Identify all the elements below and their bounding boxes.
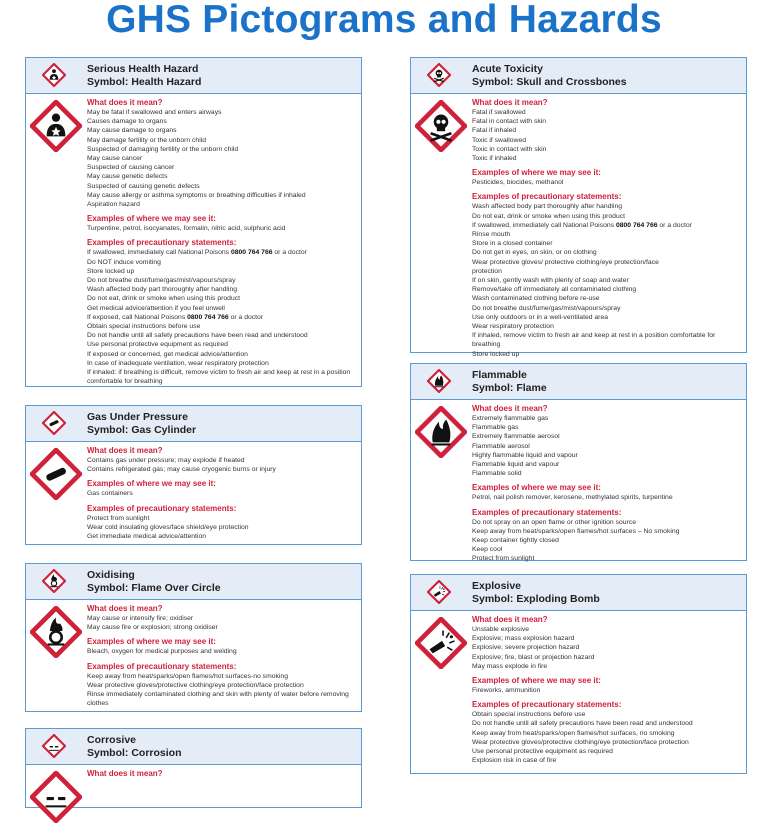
list-item: May cause or intensify fire; oxidiser	[87, 615, 194, 622]
list-item: May cause damage to organs	[87, 127, 177, 135]
list-item: Do not spray on an open flame or other ignition source	[472, 518, 636, 526]
flame-icon	[415, 406, 467, 458]
card-header	[26, 729, 361, 765]
card-body	[26, 442, 361, 547]
card-body	[411, 611, 746, 771]
list-item: Explosive; fire, blast or projection hazard	[472, 653, 595, 661]
list-item: Get medical advice/attention if you feel unwell	[87, 304, 225, 312]
list-item: Wear protective gloves/ protective clothing/eye protection/face	[472, 258, 659, 266]
list-item: Flammable gas	[472, 424, 519, 432]
hazard-name: Serious Health Hazard	[87, 63, 199, 75]
list-item: Obtain special instructions before use	[472, 711, 586, 719]
card-body	[411, 94, 746, 365]
card-header	[411, 364, 746, 400]
list-item: Petrol, nail polish remover, kerosene, methylated spirits, turpentine	[472, 494, 673, 502]
card-flame	[410, 363, 747, 561]
list-item: Contains refrigerated gas; may cause cryogenic burns or injury	[87, 466, 276, 474]
list-item: Keep away from heat/sparks/open flames/hot surfaces, no smoking	[472, 729, 675, 737]
exploding-bomb-icon	[427, 580, 451, 604]
list-item: Use personal protective equipment as required	[472, 748, 613, 756]
list-item: In case of inadequate ventilation, wear respiratory protection	[87, 359, 269, 367]
section-heading-meaning: What does it mean?	[87, 769, 163, 778]
section-heading-precautions: Examples of precautionary statements:	[472, 700, 622, 710]
list-item: Aspiration hazard	[87, 201, 140, 209]
list-item: Contains gas under pressure; may explode if heated	[87, 457, 245, 464]
hazard-name: Explosive	[472, 580, 522, 592]
list-item: Get immediate medical advice/attention	[87, 533, 207, 541]
section-heading-precautions: Examples of precautionary statements:	[87, 661, 237, 671]
card-title	[472, 369, 547, 394]
list-item: Keep away from heat/sparks/open flames/hot surfaces-no smoking	[87, 672, 288, 680]
list-item: Do not eat, drink or smoke when using this product	[472, 212, 626, 220]
card-title	[87, 569, 221, 594]
list-item: Flammable liquid and vapour	[472, 461, 560, 469]
corrosion-icon	[42, 734, 66, 758]
card-header	[411, 58, 746, 94]
list-item: May cause genetic defects	[87, 173, 168, 181]
flame-icon	[427, 369, 451, 393]
gas-cylinder-icon	[30, 448, 82, 500]
flame-over-circle-icon	[30, 606, 82, 658]
list-item: Use personal protective equipment as required	[87, 341, 228, 349]
list-item: Rinse immediately contaminated clothing and skin with plenty of water before removing clothes	[87, 691, 349, 708]
card-exploding-bomb	[410, 574, 747, 774]
list-item: May cause allergy or asthma symptoms or breathing difficulties if inhaled	[87, 191, 306, 199]
list-item: Suspected of damaging fertility or the unborn child	[87, 145, 239, 153]
list-item: Pesticides, biocides, methanol	[472, 179, 564, 187]
list-item: If swallowed, immediately call National Poisons 0800 764 766 or a doctor	[87, 249, 307, 257]
list-item: Suspected of causing cancer	[87, 164, 175, 172]
list-item: Fatal if swallowed	[472, 109, 526, 116]
hazard-name: Flammable	[472, 369, 527, 381]
card-title	[87, 734, 182, 759]
section-heading-meaning: What does it mean?	[472, 615, 548, 624]
skull-crossbones-icon	[415, 100, 467, 152]
section-heading-precautions: Examples of precautionary statements:	[87, 503, 237, 513]
list-item: Obtain special instructions before use	[87, 323, 201, 331]
health-hazard-icon	[30, 100, 82, 152]
card-header	[26, 564, 361, 600]
section-heading-precautions: Examples of precautionary statements:	[472, 192, 622, 202]
symbol-name: Symbol: Flame	[472, 381, 547, 394]
card-health-hazard	[25, 57, 362, 387]
section-heading-where: Examples of where we may see it:	[472, 676, 601, 686]
card-body	[26, 600, 361, 714]
list-item: Keep away from heat/sparks/open flames/hot surfaces – No smoking	[472, 527, 680, 535]
list-item: Store locked up	[87, 267, 135, 275]
card-skull-crossbones	[410, 57, 747, 358]
section-heading-where: Examples of where we may see it:	[472, 168, 601, 178]
list-item: Keep cool	[472, 546, 503, 554]
list-item: If on skin, gently wash with plenty of soap and water	[472, 277, 629, 285]
section-heading-meaning: What does it mean?	[472, 98, 548, 107]
page-title: GHS Pictograms and Hazards	[106, 0, 662, 41]
list-item: Do NOT induce vomiting	[87, 258, 161, 266]
phone-number: 0800 764 766	[230, 249, 273, 257]
gas-cylinder-icon	[42, 411, 66, 435]
list-item: Do not get in eyes, on skin, or on clothing	[472, 249, 597, 257]
list-item: Bleach, oxygen for medical purposes and welding	[87, 648, 237, 656]
exploding-bomb-icon	[415, 617, 467, 669]
list-item: protection	[472, 267, 502, 275]
card-body	[26, 94, 361, 392]
list-item: Highly flammable liquid and vapour	[472, 451, 578, 459]
list-item: Causes damage to organs	[87, 118, 167, 126]
card-header	[411, 575, 746, 611]
list-item: Do not eat, drink or smoke when using this product	[87, 295, 241, 303]
list-item: Protect from sunlight	[87, 514, 150, 522]
list-item: Fireworks, ammunition	[472, 687, 541, 695]
list-item: Extremely flammable aerosol	[472, 433, 560, 441]
hazard-name: Oxidising	[87, 569, 135, 581]
list-item: Explosion risk in case of fire	[472, 757, 557, 765]
list-item: If inhaled: if breathing is difficult, remove victim to fresh air and keep at rest in a position comfortable for breathing	[87, 369, 351, 386]
list-item: Store locked up	[472, 350, 520, 358]
list-item: Flammable aerosol	[472, 442, 530, 450]
list-item: Unstable explosive	[472, 626, 530, 633]
list-item: May mass explode in fire	[472, 662, 548, 670]
section-heading-precautions: Examples of precautionary statements:	[87, 238, 237, 248]
list-item: Do not handle until all safety precautions have been read and understood	[472, 720, 693, 728]
section-heading-where: Examples of where we may see it:	[87, 214, 216, 224]
list-item: Wash affected body part thoroughly after handling	[87, 286, 238, 294]
list-item: Turpentine, petrol, isocyanates, formalin, nitric acid, sulphuric acid	[87, 225, 286, 233]
list-item: Wash affected body part thoroughly after handling	[472, 203, 623, 211]
list-item: Keep container tightly closed	[472, 537, 559, 545]
card-body	[411, 400, 746, 570]
list-item: Store in a closed container	[472, 240, 553, 248]
list-item: Use only outdoors or in a well-ventilated area	[472, 313, 609, 321]
section-heading-meaning: What does it mean?	[87, 604, 163, 613]
card-corrosion	[25, 728, 362, 808]
list-item: If exposed, call National Poisons 0800 764 766 or a doctor	[87, 313, 264, 321]
symbol-name: Symbol: Gas Cylinder	[87, 423, 197, 436]
symbol-name: Symbol: Flame Over Circle	[87, 581, 221, 594]
card-title	[87, 63, 201, 88]
list-item: Wear respiratory protection	[472, 323, 554, 331]
list-item: May be fatal if swallowed and enters airways	[87, 109, 222, 116]
list-item: Wear cold insulating gloves/face shield/eye protection	[87, 523, 249, 531]
section-heading-meaning: What does it mean?	[87, 446, 163, 455]
card-title	[87, 411, 196, 436]
card-title	[472, 63, 627, 88]
section-heading-where: Examples of where we may see it:	[87, 637, 216, 647]
list-item: Explosive; severe projection hazard	[472, 644, 580, 652]
hazard-name: Acute Toxicity	[472, 63, 543, 75]
list-item: May cause cancer	[87, 155, 143, 163]
list-item: Flammable solid	[472, 470, 522, 478]
section-heading-where: Examples of where we may see it:	[472, 483, 601, 493]
card-header	[26, 58, 361, 94]
list-item: Wear protective gloves/protective clothing/eye protection/face protection	[87, 681, 304, 689]
list-item: Toxic if inhaled	[472, 155, 517, 163]
corrosion-icon	[30, 771, 82, 823]
list-item: Wear protective gloves/protective clothing/eye protection/face protection	[472, 738, 689, 746]
list-item: Rinse mouth	[472, 231, 511, 239]
card-body	[26, 765, 361, 785]
list-item: Protect from sunlight	[472, 555, 535, 563]
list-item: Do not breathe dust/fume/gas/mist/vapours/spray	[87, 277, 236, 285]
hazard-name: Corrosive	[87, 734, 137, 746]
list-item: Do not breathe dust/fume/gas/mist/vapours/spray	[472, 304, 621, 312]
list-item: Fatal if inhaled	[472, 127, 517, 135]
symbol-name: Symbol: Skull and Crossbones	[472, 75, 627, 88]
symbol-name: Symbol: Exploding Bomb	[472, 592, 600, 605]
card-gas-cylinder	[25, 405, 362, 545]
phone-number: 0800 764 766	[615, 221, 658, 229]
card-header	[26, 406, 361, 442]
list-item: Do not handle until all safety precautions have been read and understood	[87, 332, 308, 340]
list-item: Wash contaminated clothing before re-use	[472, 295, 600, 303]
list-item: May cause fire or explosion; strong oxidiser	[87, 624, 218, 632]
list-item: If swallowed, immediately call National Poisons 0800 764 766 or a doctor	[472, 221, 692, 229]
symbol-name: Symbol: Corrosion	[87, 746, 182, 759]
section-heading-where: Examples of where we may see it:	[87, 479, 216, 489]
list-item: Fatal in contact with skin	[472, 118, 547, 126]
card-title	[472, 580, 600, 605]
skull-crossbones-icon	[427, 63, 451, 87]
list-item: Suspected of causing genetic defects	[87, 182, 200, 190]
list-item: If exposed or concerned, get medical advice/attention	[87, 350, 248, 358]
hazard-name: Gas Under Pressure	[87, 411, 188, 423]
list-item: Explosive; mass explosion hazard	[472, 635, 575, 643]
list-item: Gas containers	[87, 490, 133, 498]
card-flame-over-circle	[25, 563, 362, 712]
flame-over-circle-icon	[42, 569, 66, 593]
symbol-name: Symbol: Health Hazard	[87, 75, 202, 88]
list-item: Toxic if swallowed	[472, 136, 527, 144]
health-hazard-icon	[42, 63, 66, 87]
section-heading-precautions: Examples of precautionary statements:	[472, 507, 622, 517]
section-heading-meaning: What does it mean?	[87, 98, 163, 107]
list-item: Extremely flammable gas	[472, 415, 549, 422]
list-item: If inhaled, remove victim to fresh air and keep at rest in a position comfortable for breathing	[472, 332, 716, 349]
section-heading-meaning: What does it mean?	[472, 404, 548, 413]
list-item: Toxic in contact with skin	[472, 145, 547, 153]
list-item: Remove/take off immediately all contaminated clothing	[472, 286, 637, 294]
list-item: May damage fertility or the unborn child	[87, 136, 207, 144]
phone-number: 0800 764 766	[187, 313, 229, 321]
